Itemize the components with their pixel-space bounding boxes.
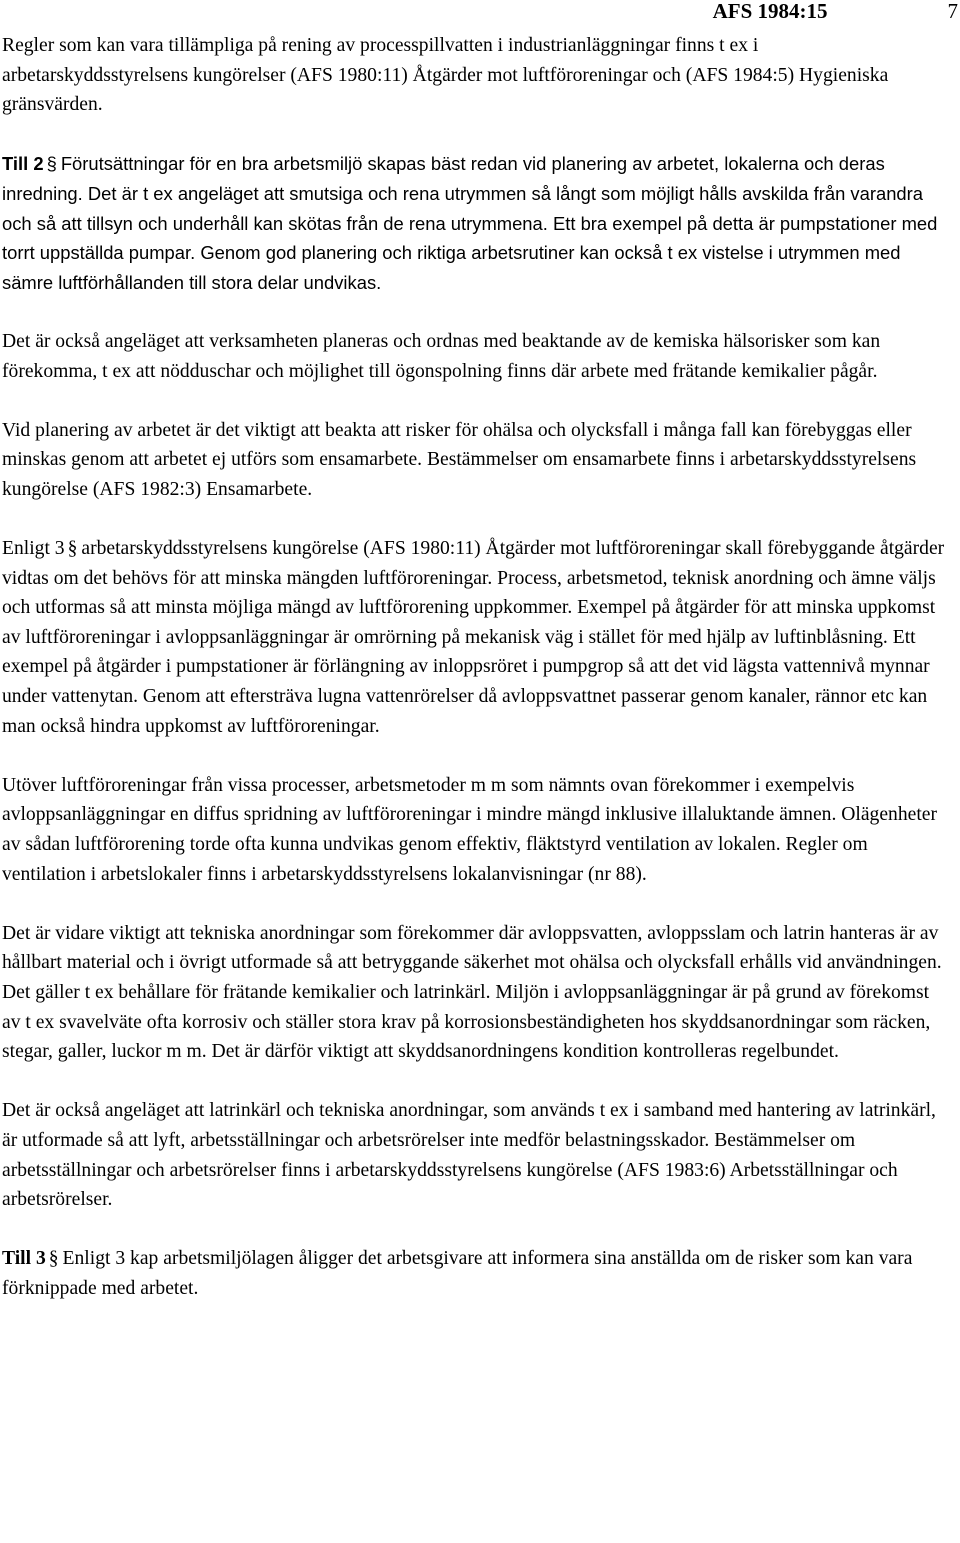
paragraph-till-3	[2, 1244, 946, 1303]
section-ref-till-2: Till 2	[2, 153, 44, 175]
document-code: AFS 1984:15	[712, 0, 828, 23]
paragraph-8: Det är också angeläget att latrinkärl och tekniska anordningar, som används t ex i samband med hantering av latrinkärl, är utformade så att lyft, arbetsställningar och arbetsrörelser inte medför belastningsskador. Bestämmelser om arbetsställningar och arbetsrörelser finns i arbetarskyddsstyrelsens kungörelse (AFS 1983:6) Arbetsställningar och arbetsrörelser.	[2, 1100, 936, 1211]
paragraph-7: Det är vidare viktigt att tekniska anordningar som förekommer där avloppsvatten, avloppsslam och latrin hanteras är av hållbart material och i övrigt utformade så att betryggande säkerhet mot ohälsa och olycksfall erhålls vid användningen. Det gäller t ex behållare för frätande kemikalier och latrinkärl. Miljön i avloppsanläggningar är på grund av förekomst av t ex svavelväte ofta korrosiv och ställer stora krav på korrosionsbeständigheten hos skyddsanordningar som räcken, stegar, galler, luckor m m. Det är därför viktigt att skyddsanordningens kondition kontrolleras regelbundet.	[2, 922, 942, 1063]
paragraph-till-2	[2, 149, 946, 297]
document-body	[2, 31, 946, 1304]
paragraph-5-lead: Enligt 3	[2, 538, 65, 560]
paragraph-till-2-text: Förutsättningar för en bra arbetsmiljö skapas bäst redan vid planering av arbetet, lokalerna och deras inredning. Det är t ex angeläget att smutsiga och rena utrymmen så långt som möjligt hålls avskilda från varandra och så att tillsyn och underhåll kan skötas från de rena utrymmena. Ett bra exempel på detta är pumpstationer med torrt uppställda pumpar. Genom god planering och riktiga arbetsrutiner kan också t ex vistelse i utrymmen med sämre luftförhållanden till stora delar undvikas.	[2, 153, 938, 293]
section-ref-till-3: Till 3	[2, 1248, 46, 1270]
paragraph-5-text: arbetarskyddsstyrelsens kungörelse (AFS 1980:11) Åtgärder mot luftföroreningar skall förebyggande åtgärder vidtas om det behövs för att minska mängden luftföroreningar. Process, arbetsmetod, teknisk anordning och ämne väljs och utformas så att minsta möjliga mängd av luftförorening uppkommer. Exempel på åtgärder för att minska uppkomst av luftföroreningar i avloppsanläggningar är omrörning på mekanisk väg i stället för med hjälp av luftinblåsning. Ett exempel på åtgärder i pumpstationer är förlängning av inloppsröret i pumpgrop så att det vid lägsta vattennivå mynnar under vattenytan. Genom att eftersträva lugna vattenrörelser då avloppsvattnet passerar genom kanaler, rännor etc kan man också hindra uppkomst av luftföroreningar.	[2, 538, 945, 737]
page-header	[713, 0, 958, 25]
paragraph-3: Det är också angeläget att verksamheten planeras och ordnas med beaktande av de kemiska hälsorisker som kan förekomma, t ex att nödduschar och möjlighet till ögonspolning finns där arbete med frätande kemikalier pågår.	[2, 330, 881, 382]
paragraph-4: Vid planering av arbetet är det viktigt att beakta att risker för ohälsa och olycksfall i många fall kan förebyggas eller minskas genom att arbetet ej utförs som ensamarbete. Bestämmelser om ensamarbete finns i arbetarskyddsstyrelsens kungörelse (AFS 1982:3) Ensamarbete.	[2, 419, 917, 500]
page-number: 7	[947, 0, 958, 23]
paragraph-6: Utöver luftföroreningar från vissa processer, arbetsmetoder m m som nämnts ovan förekommer i exempelvis avloppsanläggningar en diffus spridning av luftföroreningar i mindre mängd inklusive illaluktande ämnen. Olägenheter av sådan luftförorening torde ofta kunna undvikas genom effektiv, fläktstyrd ventilation av lokalen. Regler om ventilation i arbetslokaler finns i arbetarskyddsstyrelsens lokalanvisningar (nr 88).	[2, 774, 937, 885]
section-sign-icon: §	[48, 1248, 59, 1270]
paragraph-till-3-text: Enligt 3 kap arbetsmiljölagen åligger det arbetsgivare att informera sina anställda om de risker som kan vara förknippade med arbetet.	[2, 1248, 913, 1299]
paragraph-1: Regler som kan vara tillämpliga på rening av processpillvatten i industrianläggningar finns t ex i arbetarskyddsstyrelsens kungörelser (AFS 1980:11) Åtgärder mot luftföroreningar och (AFS 1984:5) Hygieniska gränsvärden.	[2, 35, 889, 116]
section-sign-icon: §	[46, 153, 57, 175]
paragraph-5	[2, 534, 946, 741]
section-sign-icon: §	[67, 538, 78, 560]
